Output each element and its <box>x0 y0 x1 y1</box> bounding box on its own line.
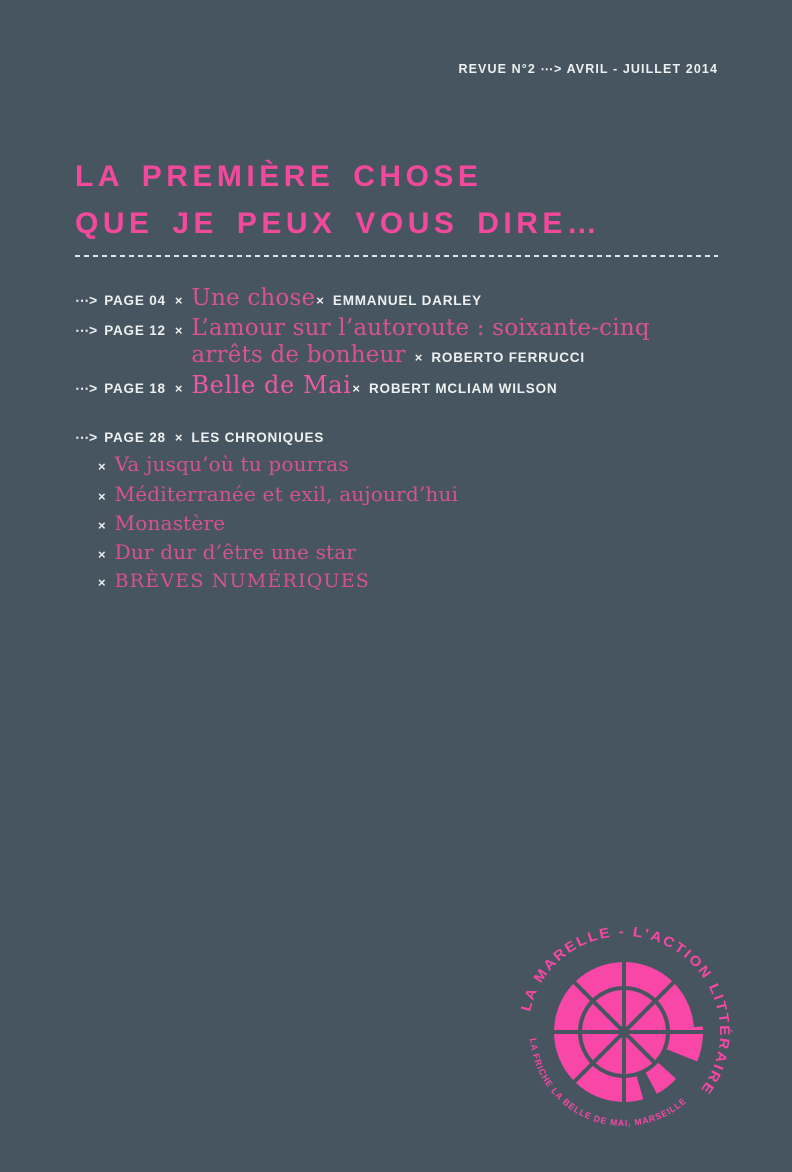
chronique-item <box>75 510 755 539</box>
cross-bullet-icon: × <box>98 547 106 563</box>
dotted-arrow-icon: ⋯> <box>75 379 98 396</box>
page-number: PAGE 18 <box>104 380 166 396</box>
chronique-title: Dur dur d’être une star <box>114 540 357 565</box>
page-title-line2: QUE JE PEUX VOUS DIRE… <box>75 207 602 240</box>
table-of-contents <box>75 285 755 402</box>
entry-title: Une chose <box>191 285 316 311</box>
cross-separator-icon: × <box>316 293 324 308</box>
toc-entry <box>75 285 755 315</box>
entry-author: ROBERT MCLIAM WILSON <box>368 380 558 396</box>
cross-separator-icon: × <box>352 380 360 396</box>
page-title <box>75 153 735 247</box>
cross-separator-icon: × <box>414 350 423 366</box>
chronique-title: Méditerranée et exil, aujourd’hui <box>114 481 459 506</box>
chroniques-heading: LES CHRONIQUES <box>191 430 325 445</box>
cross-separator-icon: × <box>174 322 183 338</box>
entry-title-line2: arrêts de bonheur <box>191 342 406 369</box>
hopscotch-spiral-icon <box>494 902 754 1162</box>
cross-separator-icon: × <box>174 293 183 308</box>
cross-bullet-icon: × <box>98 459 106 475</box>
chronique-title: Monastère <box>114 510 226 535</box>
entry-title-line1: L’amour sur l’autoroute : soixante-cinq <box>191 314 650 341</box>
page-number: PAGE 12 <box>104 322 166 338</box>
cross-separator-icon: × <box>174 430 183 445</box>
cross-bullet-icon: × <box>98 517 106 533</box>
chronique-item <box>75 451 755 480</box>
entry-title-block <box>191 315 649 372</box>
chronique-item <box>75 539 755 568</box>
entry-author: ROBERTO FERRUCCI <box>431 350 585 366</box>
chronique-item <box>75 481 755 510</box>
cross-separator-icon: × <box>174 380 183 396</box>
chroniques-header <box>75 424 755 451</box>
dotted-arrow-icon: ⋯> <box>75 292 98 308</box>
page-title-line1: LA PREMIÈRE CHOSE <box>75 160 483 193</box>
page-number: PAGE 28 <box>104 430 166 445</box>
dashed-divider <box>75 255 718 257</box>
chronique-item <box>75 568 755 596</box>
entry-title-line2-row <box>191 342 649 372</box>
logo-arc-text-bottom-path: LA FRICHE LA BELLE DE MAI, MARSEILLE <box>528 1037 689 1129</box>
entry-title: Belle de Mai <box>191 370 352 399</box>
cross-bullet-icon: × <box>98 488 106 504</box>
toc-entry <box>75 372 755 403</box>
la-marelle-logo <box>494 902 754 1162</box>
chronique-title: Va jusqu’où tu pourras <box>114 452 349 477</box>
toc-entry <box>75 315 755 372</box>
dotted-arrow-icon: ⋯> <box>75 429 98 445</box>
cross-bullet-icon: × <box>98 575 106 591</box>
issue-header: REVUE N°2 ⋯> AVRIL - JUILLET 2014 <box>458 62 718 76</box>
dotted-arrow-icon: ⋯> <box>75 321 98 338</box>
entry-author: EMMANUEL DARLEY <box>332 293 482 308</box>
chronique-title: BRÈVES NUMÉRIQUES <box>114 570 371 593</box>
logo-arc-text-top-path: LA MARELLE - L'ACTION LITTÉRAIRE <box>517 922 734 1098</box>
chroniques-section <box>75 424 755 597</box>
page-number: PAGE 04 <box>104 293 166 308</box>
